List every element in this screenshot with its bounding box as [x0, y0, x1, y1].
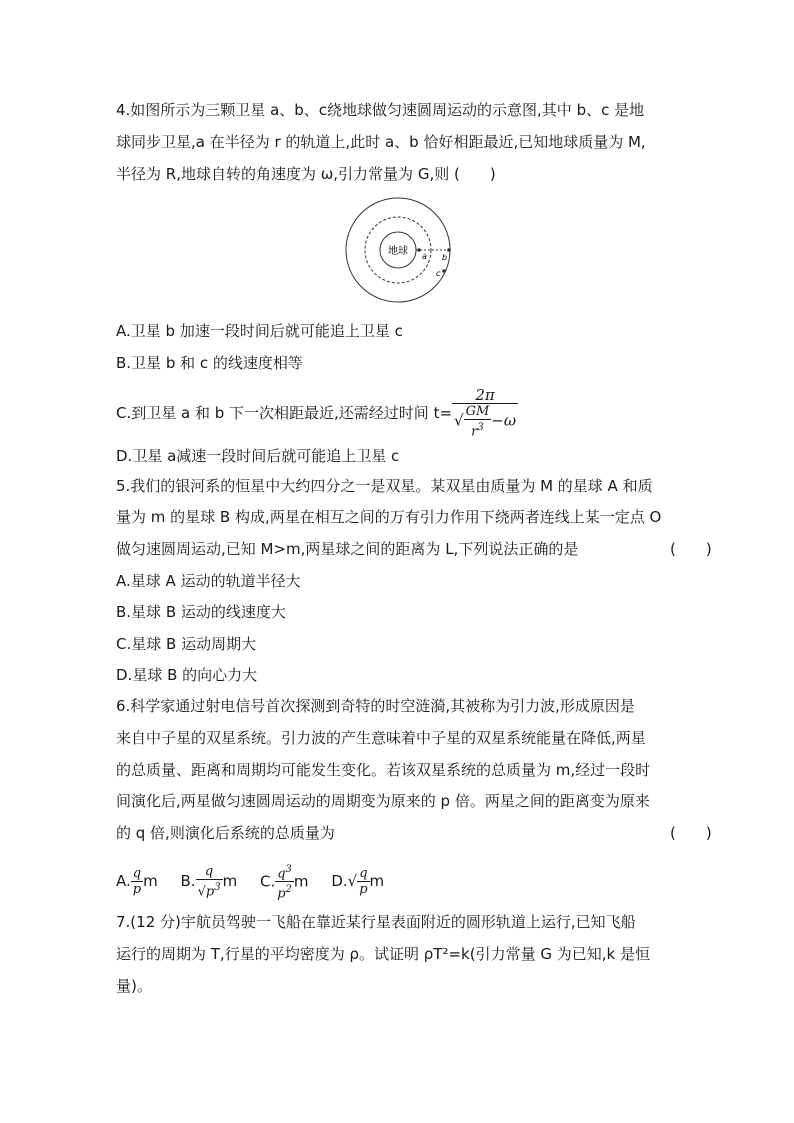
q4-gm: GM [465, 404, 490, 419]
q5-option-a: A.星球 A 运动的轨道半径大 [116, 572, 301, 590]
q6-option-d: D.√ $\frac{q}{p}$ m [331, 866, 385, 898]
q6-c-den-exp: 2 [285, 884, 292, 896]
q6-answer-paren: ( ) [670, 824, 712, 842]
q5-option-d: D.星球 B 的向心力大 [116, 666, 258, 684]
q6-a-num: q [132, 866, 142, 882]
q4-option-a: A.卫星 b 加速一段时间后就可能追上卫星 c [116, 322, 403, 340]
q4-orbit-figure [340, 195, 470, 305]
q4-option-c-fraction [452, 388, 518, 439]
q6-b-den-p: p [205, 884, 215, 900]
q6-d-m: m [369, 872, 385, 891]
q4-stem-line-2: 球同步卫星,a 在半径为 r 的轨道上,此时 a、b 恰好相距最近,已知地球质量为 M, [116, 133, 646, 151]
q6-stem-line-5: 的 q 倍,则演化后系统的总质量为 [116, 824, 335, 842]
q6-c-num-q: q [277, 866, 286, 882]
q6-option-c [260, 862, 309, 902]
q6-a-den: p [132, 882, 142, 898]
q5-option-b: B.星球 B 运动的线速度大 [116, 603, 286, 621]
q4-r-exp: 3 [477, 422, 484, 433]
satellite-a [417, 248, 421, 252]
q6-option-b: B. $\frac{q}{√p^3}$ m [180, 864, 238, 900]
q4-option-c-denominator: √ $\frac{GM}{r^3}$ −ω [454, 404, 517, 440]
q4-omega: −ω [491, 411, 517, 430]
q4-option-b: B.卫星 b 和 c 的线速度相等 [116, 354, 303, 372]
label-b: b [442, 253, 448, 262]
q4-stem-line-1: 4.如图所示为三颗卫星 a、b、c绕地球做匀速圆周运动的示意图,其中 b、c 是地 [116, 101, 645, 119]
q6-option-d-label: D. [331, 872, 348, 891]
q4-option-c-numerator: 2π [452, 388, 518, 404]
q6-d-den: p [359, 882, 368, 898]
q6-c-m: m [293, 872, 309, 891]
q5-option-c: C.星球 B 运动周期大 [116, 635, 257, 653]
q5-stem-line-2: 量为 m 的星球 B 构成,两星在相互之间的万有引力作用下绕两者连线上某一定点 O [116, 508, 662, 526]
satellite-b [447, 248, 451, 252]
q7-stem-line-1: 7.(12 分)宇航员驾驶一飞船在靠近某行星表面附近的圆形轨道上运行,已知飞船 [116, 913, 636, 931]
q5-answer-paren: ( ) [670, 540, 712, 558]
label-a: a [422, 252, 427, 261]
q6-c-num-exp: 3 [285, 864, 292, 875]
q4-r: r [471, 424, 478, 440]
q6-option-a-label: A. [116, 872, 131, 891]
label-c: c [436, 269, 441, 278]
q4-option-d: D.卫星 a减速一段时间后就可能追上卫星 c [116, 447, 400, 465]
q4-stem-line-3: 半径为 R,地球自转的角速度为 ω,引力常量为 G,则 ( ) [116, 165, 496, 183]
q6-b-num: q [196, 864, 223, 880]
q7-stem-line-2: 运行的周期为 T,行星的平均密度为 ρ。试证明 ρT²=k(引力常量 G 为已知,k 是恒 [116, 945, 650, 963]
q6-b-den-exp: 3 [214, 882, 221, 894]
q4-option-c [116, 388, 518, 439]
q4-option-c-text: C.到卫星 a 和 b 下一次相距最近,还需经过时间 t= [116, 404, 453, 423]
q6-c-den-p: p [277, 886, 286, 902]
q6-b-m: m [222, 872, 238, 891]
q6-option-a [116, 866, 158, 897]
q7-stem-line-3: 量)。 [116, 977, 152, 995]
q6-stem-line-1: 6.科学家通过射电信号首次探测到奇特的时空涟漪,其被称为引力波,形成原因是 [116, 697, 635, 715]
q6-options [116, 862, 402, 902]
q6-stem-line-2: 来自中子星的双星系统。引力波的产生意味着中子星的双星系统能量在降低,两星 [116, 729, 646, 747]
q6-stem-line-4: 间演化后,两星做匀速圆周运动的周期变为原来的 p 倍。两星之间的距离变为原来 [116, 792, 650, 810]
q6-d-num: q [359, 866, 368, 882]
earth-label: 地球 [388, 246, 408, 257]
q6-option-b-label: B. [180, 872, 196, 891]
satellite-c [442, 269, 446, 273]
q6-stem-line-3: 的总质量、距离和周期均可能发生变化。若该双星系统的总质量为 m,经过一段时 [116, 761, 651, 779]
q5-stem-line-3: 做匀速圆周运动,已知 M>m,两星球之间的距离为 L,下列说法正确的是 [116, 540, 579, 558]
q5-stem-line-1: 5.我们的银河系的恒星中大约四分之一是双星。某双星由质量为 M 的星球 A 和质 [116, 477, 653, 495]
q6-option-c-label: C. [259, 872, 276, 891]
q6-a-m: m [143, 872, 158, 891]
